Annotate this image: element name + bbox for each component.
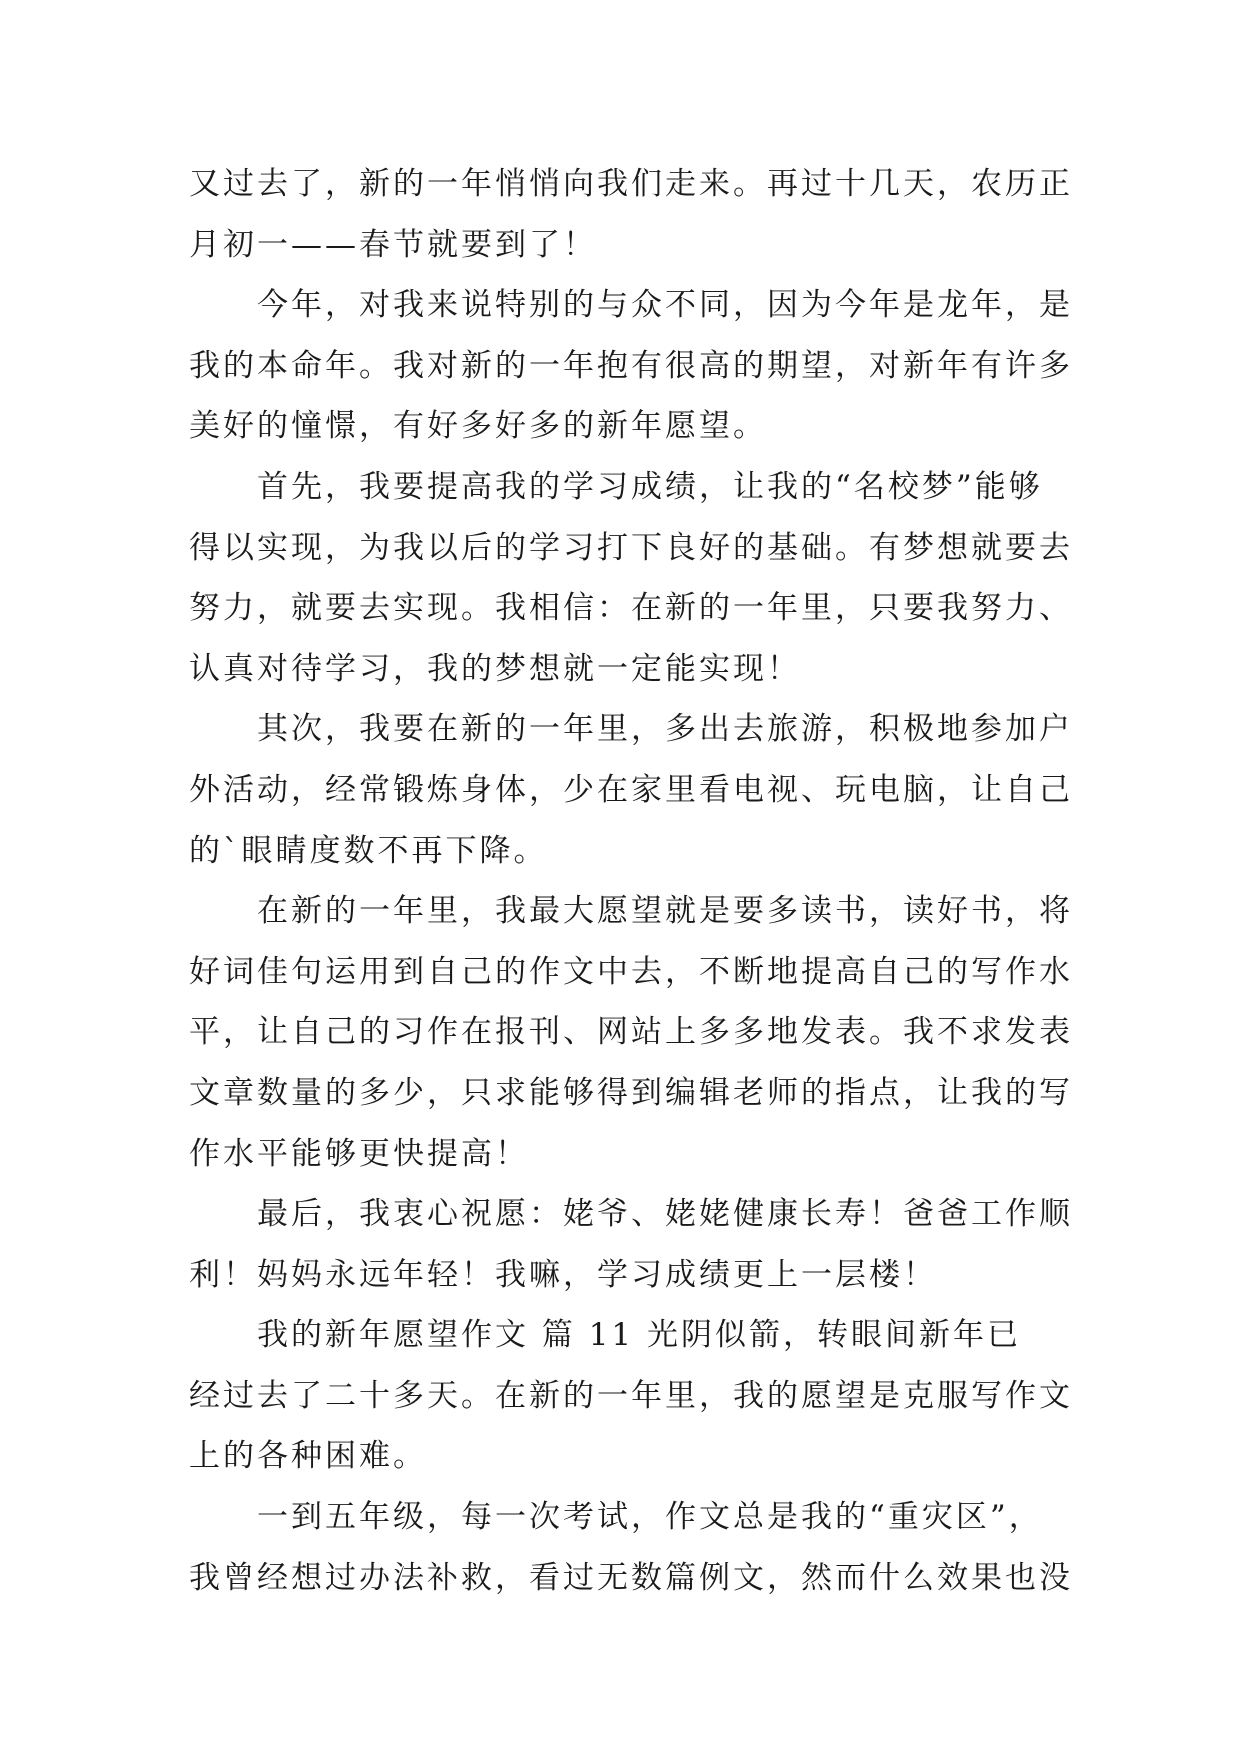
document-body — [189, 154, 1073, 1608]
text-line: 月初一——春节就要到了！ — [189, 226, 597, 263]
text-line: 其次，我要在新的一年里，多出去旅游，积极地参加户 — [257, 711, 1073, 748]
text-line: 在新的一年里，我最大愿望就是要多读书，读好书，将 — [257, 893, 1073, 930]
text-line: 认真对待学习，我的梦想就一定能实现！ — [189, 650, 801, 687]
text-line: 首先，我要提高我的学习成绩，让我的“名校梦”能够 — [257, 468, 1043, 505]
text-line: 的`眼睛度数不再下降。 — [189, 832, 548, 869]
text-line: 外活动，经常锻炼身体，少在家里看电视、玩电脑，让自己 — [189, 771, 1073, 808]
text-line: 美好的憧憬，有好多好多的新年愿望。 — [189, 408, 767, 445]
text-line: 好词佳句运用到自己的作文中去，不断地提高自己的写作水 — [189, 953, 1073, 990]
text-line: 一到五年级，每一次考试，作文总是我的“重灾区”， — [257, 1499, 1043, 1536]
text-line: 我曾经想过办法补救，看过无数篇例文，然而什么效果也没 — [189, 1559, 1073, 1596]
text-line: 上的各种困难。 — [189, 1438, 427, 1475]
text-line: 我的新年愿望作文 篇 11 光阴似箭，转眼间新年已 — [257, 1317, 1022, 1354]
text-line: 经过去了二十多天。在新的一年里，我的愿望是克服写作文 — [189, 1377, 1073, 1414]
text-line: 文章数量的多少，只求能够得到编辑老师的指点，让我的写 — [189, 1074, 1073, 1111]
text-line: 我的本命年。我对新的一年抱有很高的期望，对新年有许多 — [189, 347, 1073, 384]
text-line: 平，让自己的习作在报刊、网站上多多地发表。我不求发表 — [189, 1014, 1073, 1051]
text-line: 今年，对我来说特别的与众不同，因为今年是龙年，是 — [257, 287, 1073, 324]
text-line: 又过去了，新的一年悄悄向我们走来。再过十几天，农历正 — [189, 166, 1073, 202]
text-line: 努力，就要去实现。我相信：在新的一年里，只要我努力、 — [189, 590, 1073, 627]
text-line: 得以实现，为我以后的学习打下良好的基础。有梦想就要去 — [189, 529, 1073, 566]
text-line: 最后，我衷心祝愿：姥爷、姥姥健康长寿！爸爸工作顺 — [257, 1196, 1073, 1233]
text-line: 利！妈妈永远年轻！我嘛，学习成绩更上一层楼！ — [189, 1256, 937, 1293]
text-line: 作水平能够更快提高！ — [189, 1135, 529, 1172]
